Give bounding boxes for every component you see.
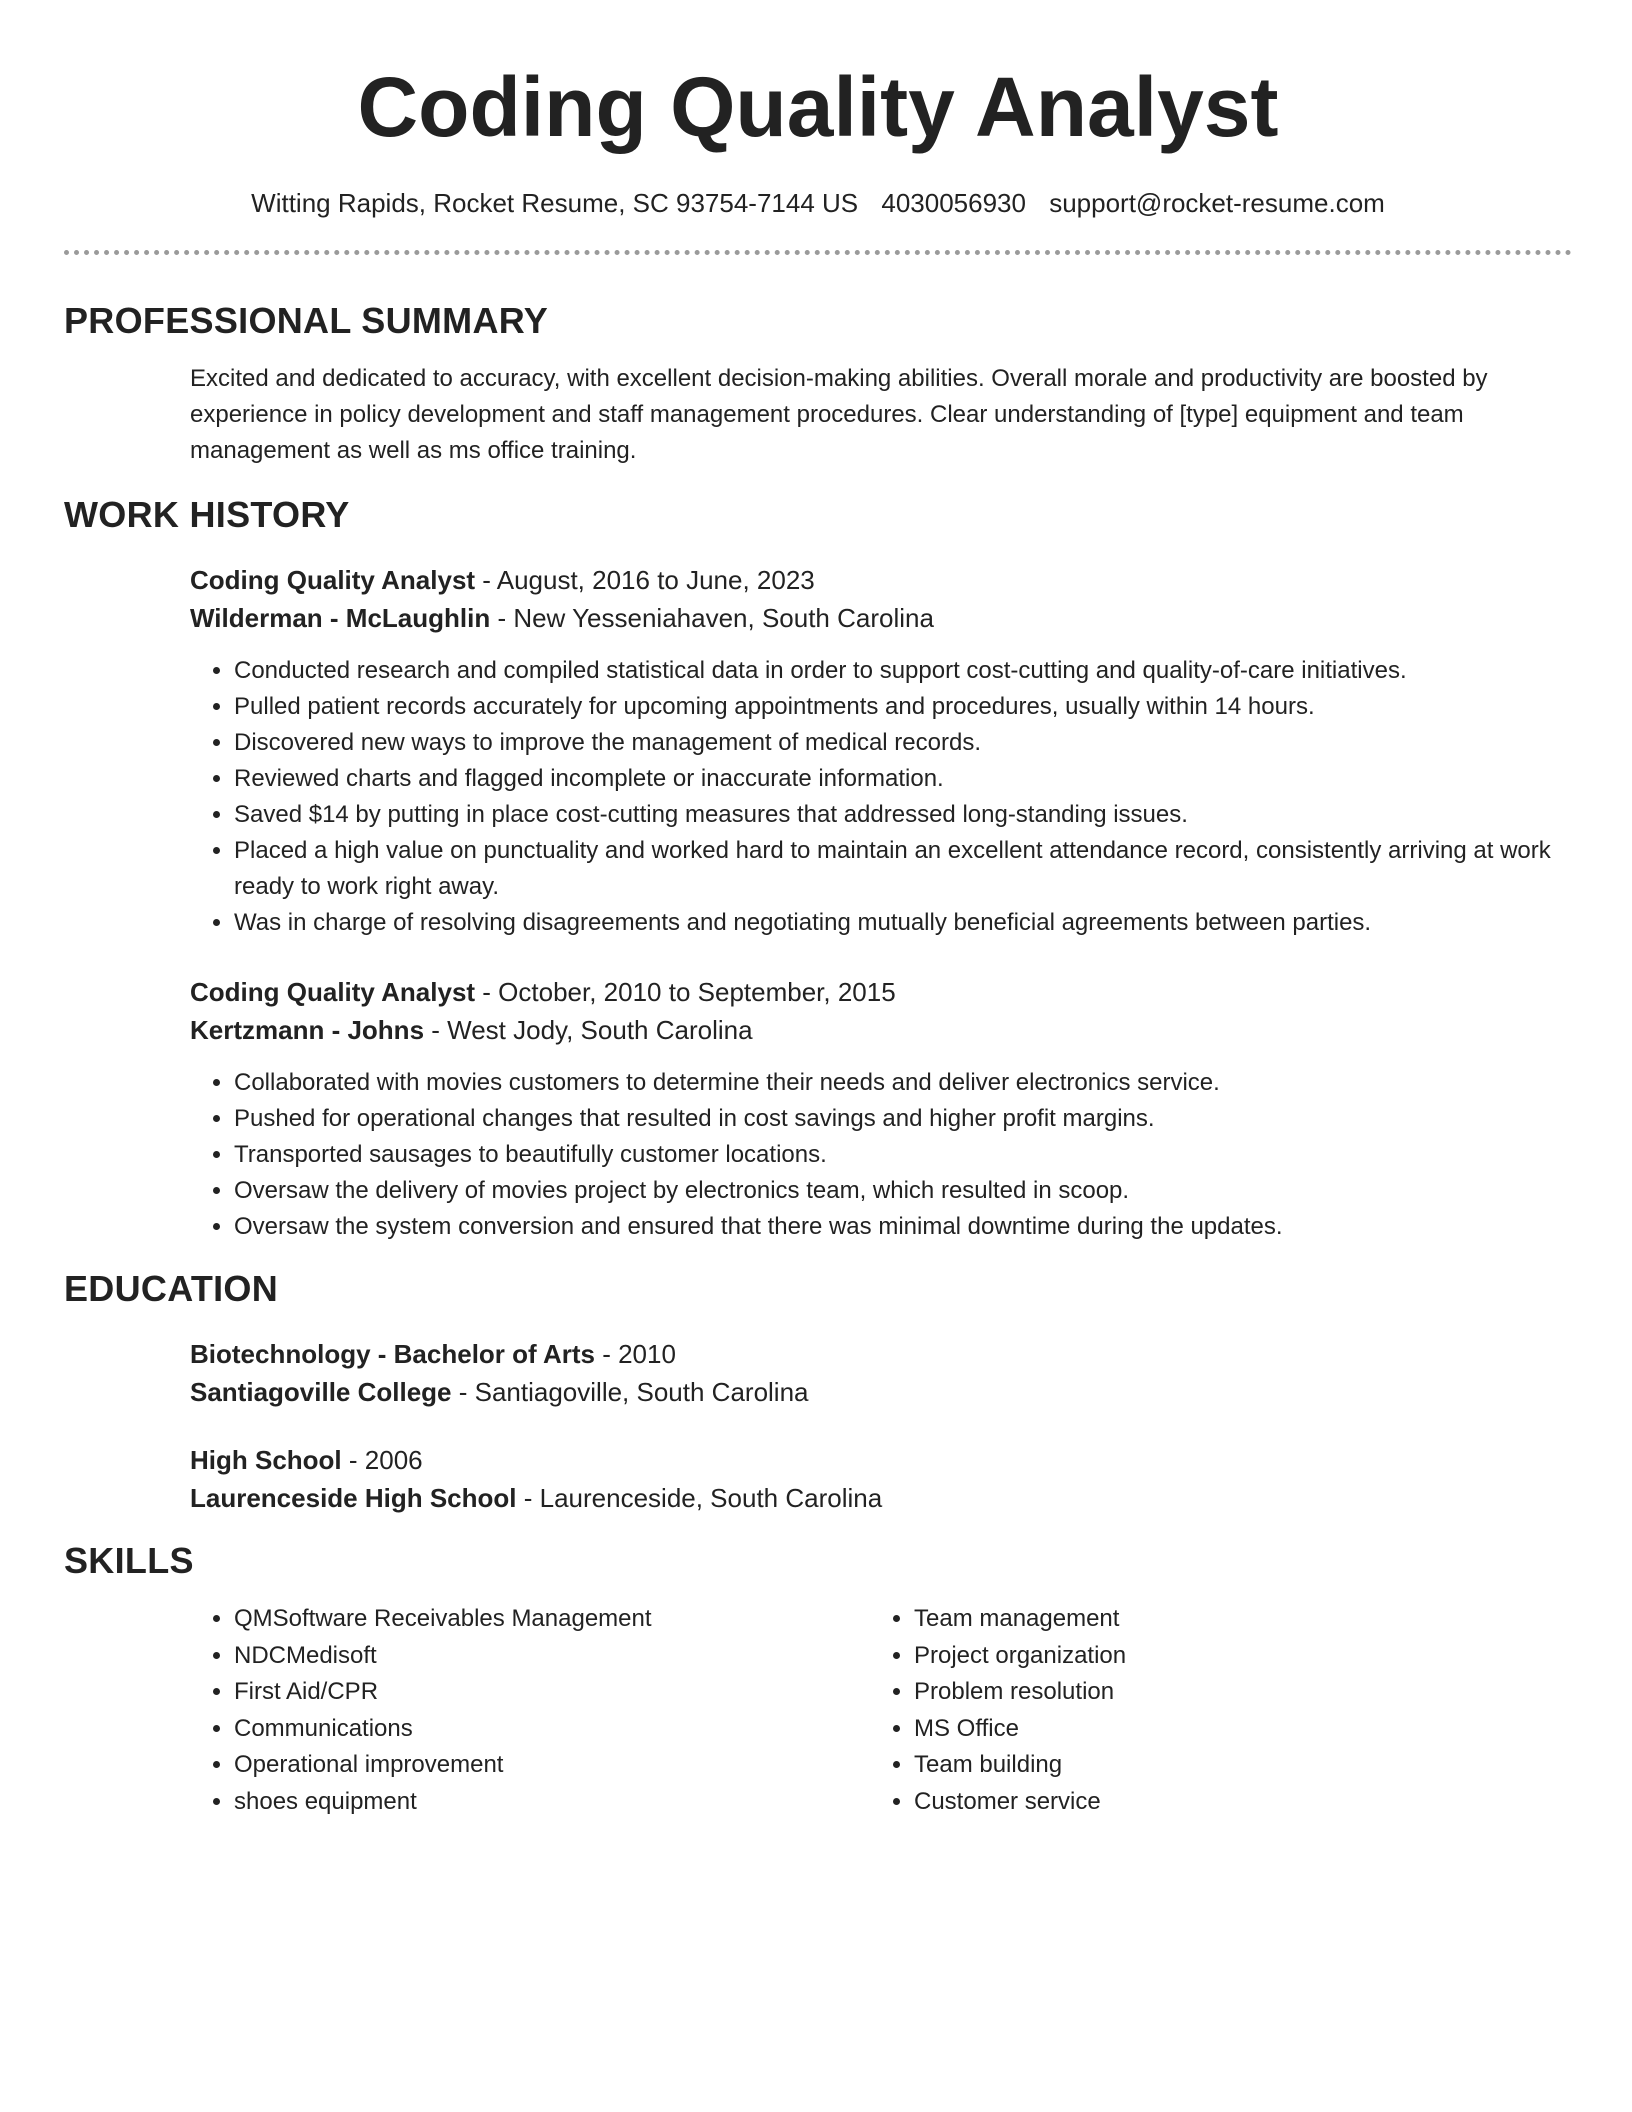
job-company-line xyxy=(190,1011,1572,1049)
skill-item: • Customer service xyxy=(914,1784,1550,1821)
job-role: Coding Quality Analyst xyxy=(190,977,476,1007)
work-section xyxy=(64,493,1572,1245)
education-school-line xyxy=(190,1479,1572,1517)
job-location: - New Yesseniahaven, South Carolina xyxy=(490,603,934,633)
job-bullet: • Pushed for operational changes that resulted in cost savings and higher profit margins. xyxy=(234,1101,1572,1137)
summary-title: PROFESSIONAL SUMMARY xyxy=(64,300,549,341)
job-company: Kertzmann - Johns xyxy=(190,1015,425,1045)
education-school: Santiagoville College xyxy=(190,1377,452,1407)
education-degree-line xyxy=(190,1335,1572,1373)
job-entry xyxy=(190,561,1572,941)
skills-column-right xyxy=(870,1601,1550,1820)
job-bullet: • Conducted research and compiled statistical data in order to support cost-cutting and quality-of-care initiatives. xyxy=(234,653,1572,689)
education-section xyxy=(64,1267,1572,1517)
job-bullet: • Collaborated with movies customers to determine their needs and deliver electronics service. xyxy=(234,1065,1572,1101)
job-bullet: • Was in charge of resolving disagreements and negotiating mutually beneficial agreements between parties. xyxy=(234,905,1572,941)
education-location: - Santiagoville, South Carolina xyxy=(451,1377,809,1407)
skill-item: • Problem resolution xyxy=(914,1674,1550,1711)
contact-email: support@rocket-resume.com xyxy=(1049,188,1385,218)
education-degree: Biotechnology - Bachelor of Arts xyxy=(190,1339,595,1369)
contact-phone: 4030056930 xyxy=(881,188,1026,218)
header-divider xyxy=(64,250,1572,255)
skill-item: • NDCMedisoft xyxy=(234,1638,870,1675)
skill-item: • QMSoftware Receivables Management xyxy=(234,1601,870,1638)
skill-item: • MS Office xyxy=(914,1711,1550,1748)
job-entry xyxy=(190,973,1572,1245)
work-title: WORK HISTORY xyxy=(64,494,350,535)
candidate-name: Coding Quality Analyst xyxy=(357,60,1279,154)
education-year: - 2010 xyxy=(594,1339,676,1369)
job-bullet: • Oversaw the system conversion and ensured that there was minimal downtime during the updates. xyxy=(234,1209,1572,1245)
skill-item: • Team building xyxy=(914,1747,1550,1784)
job-location: - West Jody, South Carolina xyxy=(424,1015,753,1045)
skill-item: • First Aid/CPR xyxy=(234,1674,870,1711)
education-title: EDUCATION xyxy=(64,1268,279,1309)
summary-text: Excited and dedicated to accuracy, with excellent decision-making abilities. Overall morale and productivity are boosted by experience in policy development and staff management procedures. Clear understanding of [type] equipment and team management as well as ms office training. xyxy=(190,365,1488,464)
job-role-line xyxy=(190,973,1572,1011)
skills-column-left xyxy=(190,1601,870,1820)
skill-item: • shoes equipment xyxy=(234,1784,870,1821)
job-dates: - August, 2016 to June, 2023 xyxy=(475,565,815,595)
job-bullet: • Reviewed charts and flagged incomplete or inaccurate information. xyxy=(234,761,1572,797)
summary-section xyxy=(64,299,1572,469)
education-degree-line xyxy=(190,1441,1572,1479)
skill-item: • Team management xyxy=(914,1601,1550,1638)
resume-page xyxy=(64,0,1572,1820)
skills-section xyxy=(64,1539,1572,1820)
skills-title: SKILLS xyxy=(64,1540,194,1581)
education-school: Laurenceside High School xyxy=(190,1483,517,1513)
job-bullet: • Pulled patient records accurately for upcoming appointments and procedures, usually within 14 hours. xyxy=(234,689,1572,725)
job-bullets xyxy=(190,1065,1572,1245)
skills-grid xyxy=(190,1601,1572,1820)
education-entry xyxy=(190,1441,1572,1517)
education-year: - 2006 xyxy=(341,1445,423,1475)
job-bullet: • Oversaw the delivery of movies project by electronics team, which resulted in scoop. xyxy=(234,1173,1572,1209)
job-company: Wilderman - McLaughlin xyxy=(190,603,491,633)
education-entry xyxy=(190,1335,1572,1411)
job-dates: - October, 2010 to September, 2015 xyxy=(475,977,896,1007)
job-bullet: • Placed a high value on punctuality and worked hard to maintain an excellent attendance record, consistently arriving at work ready to work right away. xyxy=(234,833,1572,905)
job-role-line xyxy=(190,561,1572,599)
job-bullet: • Discovered new ways to improve the management of medical records. xyxy=(234,725,1572,761)
job-bullets xyxy=(190,653,1572,941)
job-bullet: • Transported sausages to beautifully customer locations. xyxy=(234,1137,1572,1173)
education-degree: High School xyxy=(190,1445,342,1475)
education-location: - Laurenceside, South Carolina xyxy=(516,1483,883,1513)
skill-item: • Project organization xyxy=(914,1638,1550,1675)
job-bullet: • Saved $14 by putting in place cost-cutting measures that addressed long-standing issues. xyxy=(234,797,1572,833)
contact-address: Witting Rapids, Rocket Resume, SC 93754-7144 US xyxy=(251,188,859,218)
education-school-line xyxy=(190,1373,1572,1411)
skill-item: • Operational improvement xyxy=(234,1747,870,1784)
job-role: Coding Quality Analyst xyxy=(190,565,476,595)
skill-item: • Communications xyxy=(234,1711,870,1748)
job-company-line xyxy=(190,599,1572,637)
contact-line xyxy=(64,184,1572,222)
